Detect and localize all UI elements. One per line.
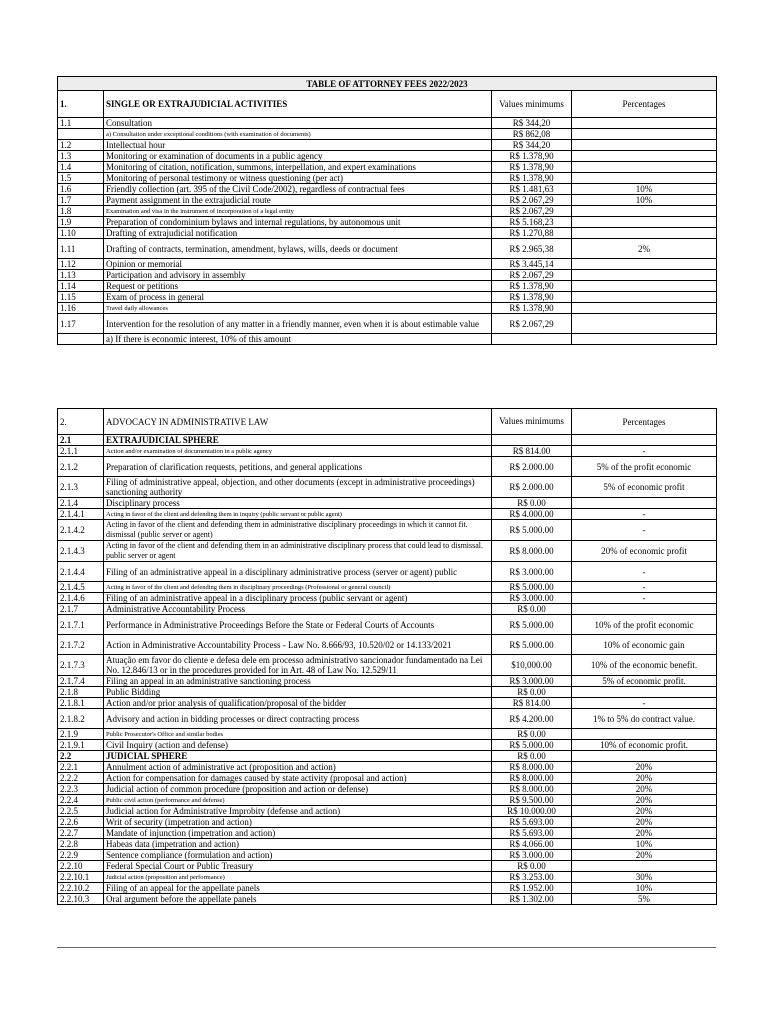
row-description: Intervention for the resolution of any matter in a friendly manner, even when it is about estimable value bbox=[104, 314, 492, 334]
row-description: Disciplinary process bbox=[104, 498, 492, 509]
row-percentage: 20% of economic profit bbox=[572, 541, 717, 562]
row-value: R$ 0.00 bbox=[492, 729, 572, 740]
row-value: R$ 344,20 bbox=[492, 118, 572, 129]
row-percentage: 10% of the profit economic bbox=[572, 615, 717, 635]
row-percentage bbox=[572, 228, 717, 239]
row-description: Participation and advisory in assembly bbox=[104, 270, 492, 281]
row-value: R$ 4.000.00 bbox=[492, 509, 572, 520]
row-number: 2.1.8 bbox=[58, 687, 104, 698]
row-value: R$ 5.000.00 bbox=[492, 615, 572, 635]
row-percentage: 5% bbox=[572, 894, 717, 905]
row-value: R$ 0.00 bbox=[492, 687, 572, 698]
table-row bbox=[58, 477, 717, 498]
percentages-header: Percentages bbox=[572, 91, 717, 118]
row-description: Action and/or prior analysis of qualification/proposal of the bidder bbox=[104, 698, 492, 709]
row-percentage bbox=[572, 687, 717, 698]
row-description: JUDICIAL SPHERE bbox=[104, 751, 492, 762]
row-description: Filing of an administrative appeal in a disciplinary process (public servant or agent) bbox=[104, 593, 492, 604]
row-description: Examination and visa in the instrument of incorporation of a legal entity bbox=[104, 206, 492, 217]
row-description: Request or petitions bbox=[104, 281, 492, 292]
table-row bbox=[58, 676, 717, 687]
row-value: R$ 3.000.00 bbox=[492, 850, 572, 861]
row-percentage: 10% bbox=[572, 883, 717, 894]
table-row bbox=[58, 850, 717, 861]
row-value: R$ 4.066.00 bbox=[492, 839, 572, 850]
row-percentage: 20% bbox=[572, 828, 717, 839]
table-row bbox=[58, 129, 717, 140]
row-number: 2.2.2 bbox=[58, 773, 104, 784]
row-value: R$ 3.000.00 bbox=[492, 593, 572, 604]
row-description: Writ of security (impetration and action) bbox=[104, 817, 492, 828]
row-description: Administrative Accountability Process bbox=[104, 604, 492, 615]
row-description: Federal Special Court or Public Treasury bbox=[104, 861, 492, 872]
row-number: 1.9 bbox=[58, 217, 104, 228]
row-description: Civil Inquiry (action and defense) bbox=[104, 740, 492, 751]
row-percentage: 10% of the economic benefit. bbox=[572, 655, 717, 676]
row-percentage: - bbox=[572, 562, 717, 582]
row-value: R$ 9.500.00 bbox=[492, 795, 572, 806]
row-percentage: - bbox=[572, 520, 717, 541]
row-percentage bbox=[572, 270, 717, 281]
table-row bbox=[58, 292, 717, 303]
table-row bbox=[58, 615, 717, 635]
row-number: 2.2.10.3 bbox=[58, 894, 104, 905]
row-value: R$ 8.000.00 bbox=[492, 784, 572, 795]
table-row bbox=[58, 817, 717, 828]
attorney-fees-table-section-1 bbox=[57, 76, 717, 345]
row-description: Judicial action of common procedure (proposition and action or defense) bbox=[104, 784, 492, 795]
row-description: Filing of administrative appeal, objection, and other documents (except in administrative proceedings) sanctioning authority bbox=[104, 477, 492, 498]
row-percentage: 10% of economic gain bbox=[572, 635, 717, 655]
row-description: Action for compensation for damages caused by state activity (proposal and action) bbox=[104, 773, 492, 784]
row-description: Mandate of injunction (impetration and action) bbox=[104, 828, 492, 839]
row-value: R$ 3.000.00 bbox=[492, 562, 572, 582]
section-heading: SINGLE OR EXTRAJUDICIAL ACTIVITIES bbox=[104, 91, 492, 118]
table-row bbox=[58, 740, 717, 751]
row-description: Judicial action (proposition and performance) bbox=[104, 872, 492, 883]
row-percentage: - bbox=[572, 593, 717, 604]
row-description: Intellectual hour bbox=[104, 140, 492, 151]
row-number: 2.1.7.2 bbox=[58, 635, 104, 655]
row-value: R$ 5.000.00 bbox=[492, 520, 572, 541]
row-value: R$ 2.965,38 bbox=[492, 239, 572, 259]
row-number: 1.10 bbox=[58, 228, 104, 239]
table-row bbox=[58, 334, 717, 345]
row-value: R$ 1.952.00 bbox=[492, 883, 572, 894]
row-description: Advisory and action in bidding processes or direct contracting process bbox=[104, 709, 492, 729]
table-row bbox=[58, 435, 717, 446]
table-row bbox=[58, 314, 717, 334]
row-percentage bbox=[572, 206, 717, 217]
table-row bbox=[58, 828, 717, 839]
table-row bbox=[58, 698, 717, 709]
table-row bbox=[58, 635, 717, 655]
row-description: Payment assignment in the extrajudicial route bbox=[104, 195, 492, 206]
row-value: R$ 5.168,23 bbox=[492, 217, 572, 228]
table-row bbox=[58, 541, 717, 562]
row-percentage bbox=[572, 751, 717, 762]
row-percentage: 20% bbox=[572, 817, 717, 828]
bottom-divider bbox=[57, 947, 716, 948]
row-number: 2.2.10 bbox=[58, 861, 104, 872]
row-number: 2.1 bbox=[58, 435, 104, 446]
row-description: Acting in favor of the client and defending them in administrative disciplinary proceedings in which it cannot fit. dismissal (public server or agent) bbox=[104, 520, 492, 541]
row-value: R$ 862,08 bbox=[492, 129, 572, 140]
row-percentage: - bbox=[572, 582, 717, 593]
row-number: 2.1.4.1 bbox=[58, 509, 104, 520]
table-row bbox=[58, 446, 717, 457]
table-row bbox=[58, 709, 717, 729]
row-description: Public civil action (performance and defense) bbox=[104, 795, 492, 806]
row-percentage: 5% of the profit economic bbox=[572, 457, 717, 477]
row-percentage bbox=[572, 173, 717, 184]
row-description: Drafting of contracts, termination, amendment, bylaws, wills, deeds or document bbox=[104, 239, 492, 259]
row-value: R$ 2.000.00 bbox=[492, 457, 572, 477]
row-percentage: 1% to 5% do contract value. bbox=[572, 709, 717, 729]
row-description: Consultation bbox=[104, 118, 492, 129]
row-number: 2.2.1 bbox=[58, 762, 104, 773]
row-percentage bbox=[572, 861, 717, 872]
row-number: 2.2.5 bbox=[58, 806, 104, 817]
row-description: Acting in favor of the client and defending them in inquiry (public servant or public agent) bbox=[104, 509, 492, 520]
row-description: Performance in Administrative Proceedings Before the State or Federal Courts of Accounts bbox=[104, 615, 492, 635]
row-number bbox=[58, 334, 104, 345]
attorney-fees-table-section-2 bbox=[57, 408, 717, 905]
table-row bbox=[58, 861, 717, 872]
row-percentage bbox=[572, 151, 717, 162]
row-description: Oral argument before the appellate panels bbox=[104, 894, 492, 905]
row-percentage bbox=[572, 498, 717, 509]
row-value: R$ 8.000.00 bbox=[492, 773, 572, 784]
row-percentage: - bbox=[572, 698, 717, 709]
row-number: 1.5 bbox=[58, 173, 104, 184]
row-description: Filing an appeal in an administrative sanctioning process bbox=[104, 676, 492, 687]
row-percentage: 10% of economic profit. bbox=[572, 740, 717, 751]
row-value: R$ 814.00 bbox=[492, 446, 572, 457]
table-row bbox=[58, 520, 717, 541]
row-percentage: 10% bbox=[572, 184, 717, 195]
row-number: 2.1.1 bbox=[58, 446, 104, 457]
row-value: R$ 8.000.00 bbox=[492, 762, 572, 773]
table-row bbox=[58, 206, 717, 217]
row-description: Action and/or examination of documentation in a public agency bbox=[104, 446, 492, 457]
row-description: Annulment action of administrative act (proposition and action) bbox=[104, 762, 492, 773]
row-number: 1.3 bbox=[58, 151, 104, 162]
row-percentage bbox=[572, 259, 717, 270]
table-row bbox=[58, 184, 717, 195]
row-percentage bbox=[572, 129, 717, 140]
row-number: 2.2.6 bbox=[58, 817, 104, 828]
table-row bbox=[58, 773, 717, 784]
row-percentage bbox=[572, 729, 717, 740]
table-row bbox=[58, 259, 717, 270]
row-number: 2.2.10.2 bbox=[58, 883, 104, 894]
row-number: 1.16 bbox=[58, 303, 104, 314]
row-number: 2.1.4.2 bbox=[58, 520, 104, 541]
row-number: 2.1.4.6 bbox=[58, 593, 104, 604]
row-percentage: 2% bbox=[572, 239, 717, 259]
row-value: R$ 1.378,90 bbox=[492, 162, 572, 173]
row-value: R$ 8.000.00 bbox=[492, 541, 572, 562]
row-description: a) Consultation under exceptional conditions (with examination of documents) bbox=[104, 129, 492, 140]
table-row bbox=[58, 562, 717, 582]
section-heading: ADVOCACY IN ADMINISTRATIVE LAW bbox=[104, 409, 492, 435]
row-percentage: 20% bbox=[572, 795, 717, 806]
row-value: R$ 3.445,14 bbox=[492, 259, 572, 270]
row-number: 2.1.2 bbox=[58, 457, 104, 477]
row-number: 2.1.8.1 bbox=[58, 698, 104, 709]
table-row bbox=[58, 795, 717, 806]
row-percentage: 10% bbox=[572, 195, 717, 206]
row-number: 2.1.9 bbox=[58, 729, 104, 740]
row-description: EXTRAJUDICIAL SPHERE bbox=[104, 435, 492, 446]
table-row bbox=[58, 582, 717, 593]
row-percentage: 20% bbox=[572, 773, 717, 784]
row-description: Filing of an administrative appeal in a disciplinary administrative process (server or agent) public bbox=[104, 562, 492, 582]
row-number: 2.1.7.3 bbox=[58, 655, 104, 676]
table-row bbox=[58, 751, 717, 762]
table-row bbox=[58, 217, 717, 228]
row-number: 1.14 bbox=[58, 281, 104, 292]
table-row bbox=[58, 457, 717, 477]
row-number: 1.1 bbox=[58, 118, 104, 129]
table-row bbox=[58, 303, 717, 314]
row-number: 2.2 bbox=[58, 751, 104, 762]
row-value: R$ 1.378,90 bbox=[492, 292, 572, 303]
section-number: 2. bbox=[58, 409, 104, 435]
table-row bbox=[58, 894, 717, 905]
row-percentage bbox=[572, 314, 717, 334]
row-percentage: 10% bbox=[572, 839, 717, 850]
row-percentage bbox=[572, 162, 717, 173]
row-value: R$ 1.378,90 bbox=[492, 281, 572, 292]
row-number: 2.1.4.5 bbox=[58, 582, 104, 593]
row-value: R$ 2.067,29 bbox=[492, 206, 572, 217]
row-percentage bbox=[572, 604, 717, 615]
row-value: R$ 1.270,88 bbox=[492, 228, 572, 239]
row-description: Judicial action for Administrative Improbity (defense and action) bbox=[104, 806, 492, 817]
row-number: 2.1.9.1 bbox=[58, 740, 104, 751]
row-description: Public Prosecutor's Office and similar bodies bbox=[104, 729, 492, 740]
row-value: R$ 5.000.00 bbox=[492, 582, 572, 593]
row-value: R$ 4.200.00 bbox=[492, 709, 572, 729]
table-row bbox=[58, 604, 717, 615]
row-value: R$ 0.00 bbox=[492, 604, 572, 615]
row-percentage: 20% bbox=[572, 850, 717, 861]
table-row bbox=[58, 118, 717, 129]
row-description: Atuação em favor do cliente e defesa dele em processo administrativo sancionador fundamentado na Lei No. 12.846/13 or in the procedures provided for in Art. 48 of Law No. 12.529/11 bbox=[104, 655, 492, 676]
row-number: 1.8 bbox=[58, 206, 104, 217]
table-row bbox=[58, 498, 717, 509]
table-row bbox=[58, 593, 717, 604]
table-row bbox=[58, 784, 717, 795]
row-value: R$ 1.481,63 bbox=[492, 184, 572, 195]
row-number: 2.2.10.1 bbox=[58, 872, 104, 883]
row-number: 2.1.4.3 bbox=[58, 541, 104, 562]
table-row bbox=[58, 173, 717, 184]
row-description: Preparation of condominium bylaws and internal regulations, by autonomous unit bbox=[104, 217, 492, 228]
section-number: 1. bbox=[58, 91, 104, 118]
row-value: R$ 0.00 bbox=[492, 751, 572, 762]
row-value: R$ 2.067,29 bbox=[492, 270, 572, 281]
row-value: R$ 5.000.00 bbox=[492, 635, 572, 655]
values-header: Values minimums bbox=[492, 409, 572, 435]
row-number: 1.4 bbox=[58, 162, 104, 173]
row-number: 2.1.7.1 bbox=[58, 615, 104, 635]
percentages-header: Percentages bbox=[572, 409, 717, 435]
table-row bbox=[58, 151, 717, 162]
table-row bbox=[58, 281, 717, 292]
row-description: a) If there is economic interest, 10% of this amount bbox=[104, 334, 492, 345]
row-value: R$ 5.693.00 bbox=[492, 817, 572, 828]
row-description: Sentence compliance (formulation and action) bbox=[104, 850, 492, 861]
row-value: R$ 0.00 bbox=[492, 861, 572, 872]
row-value: R$ 3.253.00 bbox=[492, 872, 572, 883]
row-percentage bbox=[572, 334, 717, 345]
row-description: Monitoring of citation, notification, summons, interpellation, and expert examinations bbox=[104, 162, 492, 173]
table-row bbox=[58, 839, 717, 850]
row-number: 1.17 bbox=[58, 314, 104, 334]
row-value: R$ 0.00 bbox=[492, 498, 572, 509]
row-value bbox=[492, 334, 572, 345]
row-value: $10,000.00 bbox=[492, 655, 572, 676]
row-description: Drafting of extrajudicial notification bbox=[104, 228, 492, 239]
row-description: Acting in favor of the client and defending them in disciplinary proceedings (Professional or general council) bbox=[104, 582, 492, 593]
row-number: 1.2 bbox=[58, 140, 104, 151]
row-percentage: - bbox=[572, 509, 717, 520]
row-value: R$ 2.067,29 bbox=[492, 195, 572, 206]
row-number: 2.1.3 bbox=[58, 477, 104, 498]
row-number: 1.15 bbox=[58, 292, 104, 303]
table-row bbox=[58, 509, 717, 520]
table-row bbox=[58, 239, 717, 259]
row-percentage: 30% bbox=[572, 872, 717, 883]
table-row bbox=[58, 195, 717, 206]
row-value: R$ 814.00 bbox=[492, 698, 572, 709]
row-value: R$ 5.000.00 bbox=[492, 740, 572, 751]
row-description: Exam of process in general bbox=[104, 292, 492, 303]
row-value: R$ 3.000.00 bbox=[492, 676, 572, 687]
row-number bbox=[58, 129, 104, 140]
row-percentage: 20% bbox=[572, 784, 717, 795]
row-description: Opinion or memorial bbox=[104, 259, 492, 270]
row-description: Monitoring of personal testimony or witness questioning (per act) bbox=[104, 173, 492, 184]
table-row bbox=[58, 806, 717, 817]
table-row bbox=[58, 270, 717, 281]
row-description: Preparation of clarification requests, petitions, and general applications bbox=[104, 457, 492, 477]
row-percentage: - bbox=[572, 446, 717, 457]
table-row bbox=[58, 655, 717, 676]
row-description: Friendly collection (art. 395 of the Civil Code/2002), regardless of contractual fees bbox=[104, 184, 492, 195]
row-number: 2.1.4 bbox=[58, 498, 104, 509]
row-percentage bbox=[572, 281, 717, 292]
row-percentage: 5% of economic profit. bbox=[572, 676, 717, 687]
row-value: R$ 1.302.00 bbox=[492, 894, 572, 905]
row-percentage bbox=[572, 118, 717, 129]
row-description: Filing of an appeal for the appellate panels bbox=[104, 883, 492, 894]
table-title: TABLE OF ATTORNEY FEES 2022/2023 bbox=[58, 77, 717, 91]
row-percentage bbox=[572, 217, 717, 228]
row-percentage bbox=[572, 292, 717, 303]
row-value: R$ 2.000.00 bbox=[492, 477, 572, 498]
table-row bbox=[58, 162, 717, 173]
row-percentage: 20% bbox=[572, 806, 717, 817]
row-value: R$ 1.378,90 bbox=[492, 151, 572, 162]
row-number: 1.11 bbox=[58, 239, 104, 259]
row-value bbox=[492, 435, 572, 446]
row-value: R$ 1.378,90 bbox=[492, 303, 572, 314]
row-number: 1.12 bbox=[58, 259, 104, 270]
row-description: Acting in favor of the client and defending them in an administrative disciplinary process that could lead to dismissal. public server or agent bbox=[104, 541, 492, 562]
row-percentage: 5% of economic profit bbox=[572, 477, 717, 498]
row-number: 2.2.9 bbox=[58, 850, 104, 861]
row-percentage bbox=[572, 140, 717, 151]
row-value: R$ 10.000.00 bbox=[492, 806, 572, 817]
row-value: R$ 344,20 bbox=[492, 140, 572, 151]
row-description: Public Bidding bbox=[104, 687, 492, 698]
row-number: 2.2.8 bbox=[58, 839, 104, 850]
table-row bbox=[58, 872, 717, 883]
row-value: R$ 1.378,90 bbox=[492, 173, 572, 184]
values-header: Values minimums bbox=[492, 91, 572, 118]
table-row bbox=[58, 883, 717, 894]
row-description: Travel daily allowances bbox=[104, 303, 492, 314]
row-number: 1.13 bbox=[58, 270, 104, 281]
row-description: Habeas data (impetration and action) bbox=[104, 839, 492, 850]
table-row bbox=[58, 228, 717, 239]
row-number: 2.1.4.4 bbox=[58, 562, 104, 582]
table-row bbox=[58, 140, 717, 151]
row-number: 2.2.3 bbox=[58, 784, 104, 795]
row-value: R$ 2.067,29 bbox=[492, 314, 572, 334]
row-percentage bbox=[572, 303, 717, 314]
row-number: 2.1.7.4 bbox=[58, 676, 104, 687]
row-number: 2.2.4 bbox=[58, 795, 104, 806]
row-number: 2.2.7 bbox=[58, 828, 104, 839]
table-row bbox=[58, 762, 717, 773]
row-percentage: 20% bbox=[572, 762, 717, 773]
row-description: Action in Administrative Accountability Process - Law No. 8.666/93, 10.520/02 or 14.133/2021 bbox=[104, 635, 492, 655]
row-number: 1.7 bbox=[58, 195, 104, 206]
row-number: 2.1.8.2 bbox=[58, 709, 104, 729]
table-row bbox=[58, 687, 717, 698]
row-description: Monitoring or examination of documents in a public agency bbox=[104, 151, 492, 162]
row-number: 1.6 bbox=[58, 184, 104, 195]
table-row bbox=[58, 729, 717, 740]
row-number: 2.1.7 bbox=[58, 604, 104, 615]
row-value: R$ 5.693.00 bbox=[492, 828, 572, 839]
row-percentage bbox=[572, 435, 717, 446]
